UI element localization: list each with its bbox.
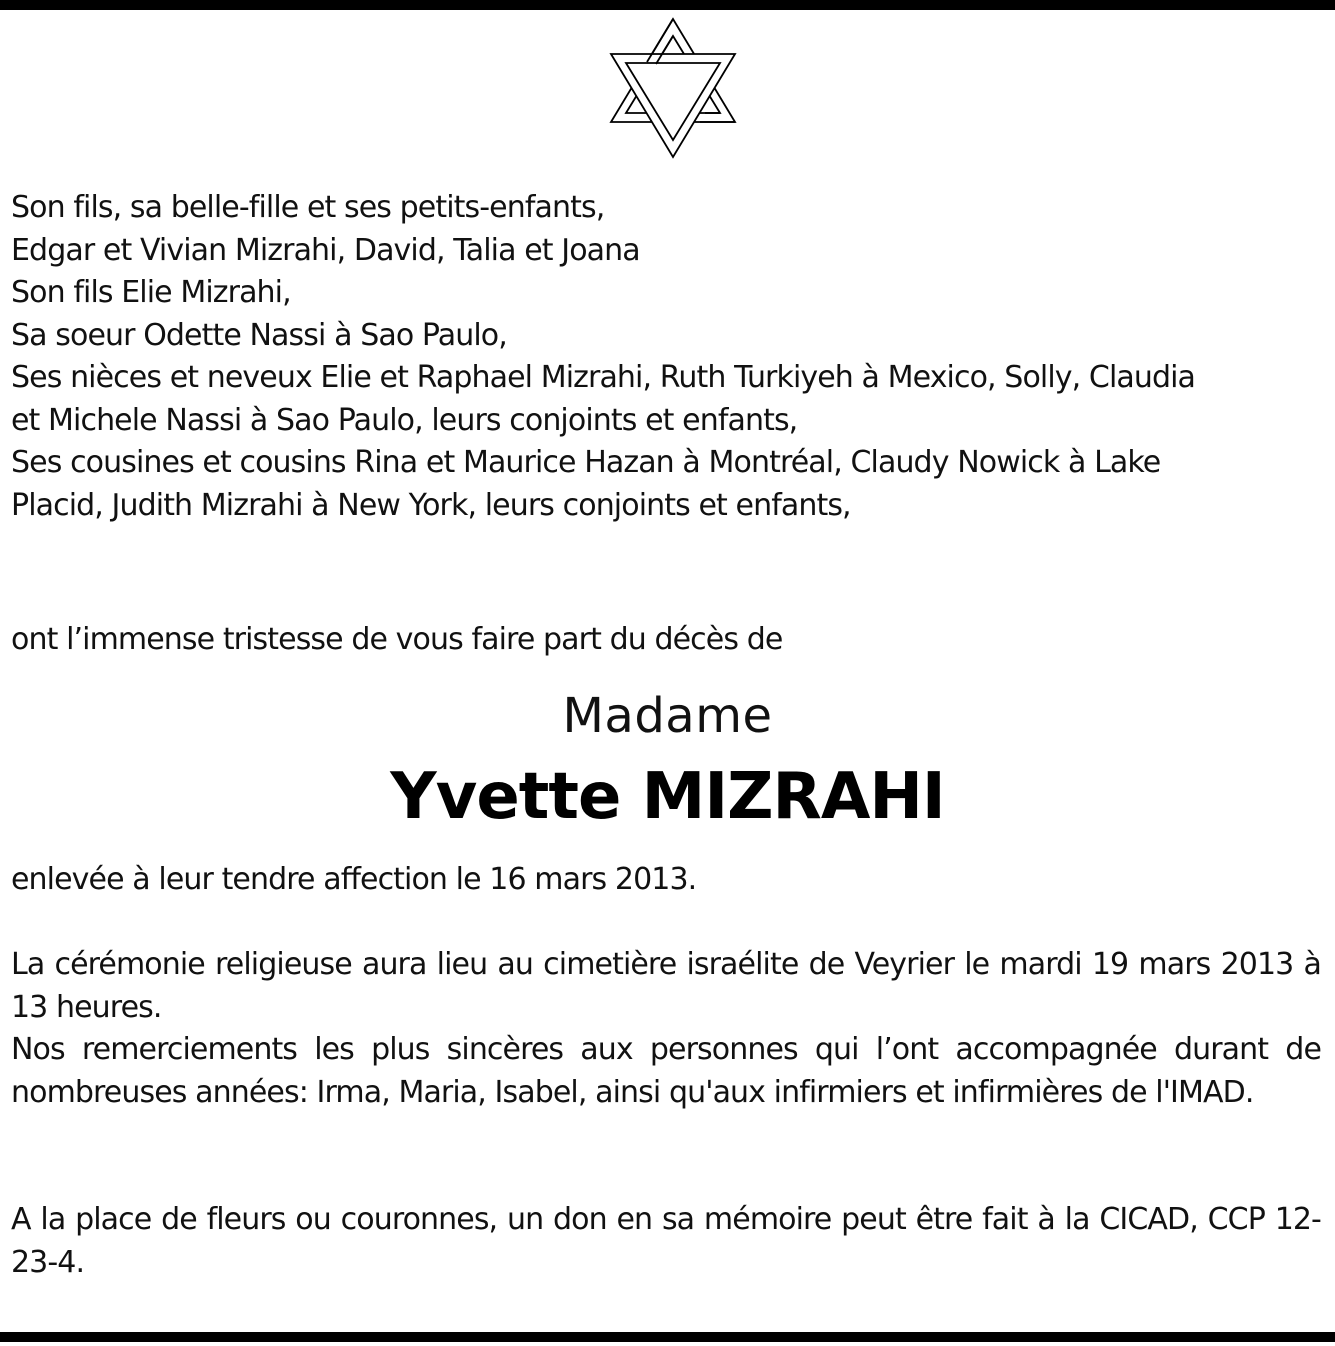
deceased-title: Madame (562, 688, 773, 744)
announcement-text: ont l’immense tristesse de vous faire part du décès de (11, 622, 783, 657)
thanks-text: Nos remerciements les plus sincères aux personnes qui l’ont accompagnée durant de nombreuses années: Irma, Maria, Isabel, ainsi qu'aux infirmiers et infirmières de l'IMAD. (11, 1032, 1321, 1110)
star-of-david-icon (607, 16, 739, 160)
family-line: Son fils Elie Mizrahi, (11, 275, 291, 310)
family-line: Son fils, sa belle-fille et ses petits-enfants, (11, 190, 605, 225)
family-line: Ses cousines et cousins Rina et Maurice Hazan à Montréal, Claudy Nowick à Lake (11, 445, 1161, 480)
family-line: Sa soeur Odette Nassi à Sao Paulo, (11, 317, 507, 353)
family-line: Edgar et Vivian Mizrahi, David, Talia et Joana (11, 232, 640, 268)
top-border (0, 0, 1335, 10)
family-line: Ses nièces et neveux Elie et Raphael Mizrahi, Ruth Turkiyeh à Mexico, Solly, Claudia (11, 360, 1196, 395)
family-line: et Michele Nassi à Sao Paulo, leurs conjoints et enfants, (11, 402, 798, 438)
family-line: Placid, Judith Mizrahi à New York, leurs conjoints et enfants, (11, 487, 851, 523)
donation-text: A la place de fleurs ou couronnes, un don en sa mémoire peut être fait à la CICAD, CCP 12-23-4. (11, 1202, 1321, 1280)
ceremony-text: La cérémonie religieuse aura lieu au cimetière israélite de Veyrier le mardi 19 mars 2013 à 13 heures. (11, 947, 1321, 1025)
family-block (11, 187, 1321, 527)
bottom-border (0, 1332, 1335, 1342)
deceased-name: Yvette MIZRAHI (390, 760, 945, 834)
date-line: enlevée à leur tendre affection le 16 mars 2013. (11, 862, 697, 897)
